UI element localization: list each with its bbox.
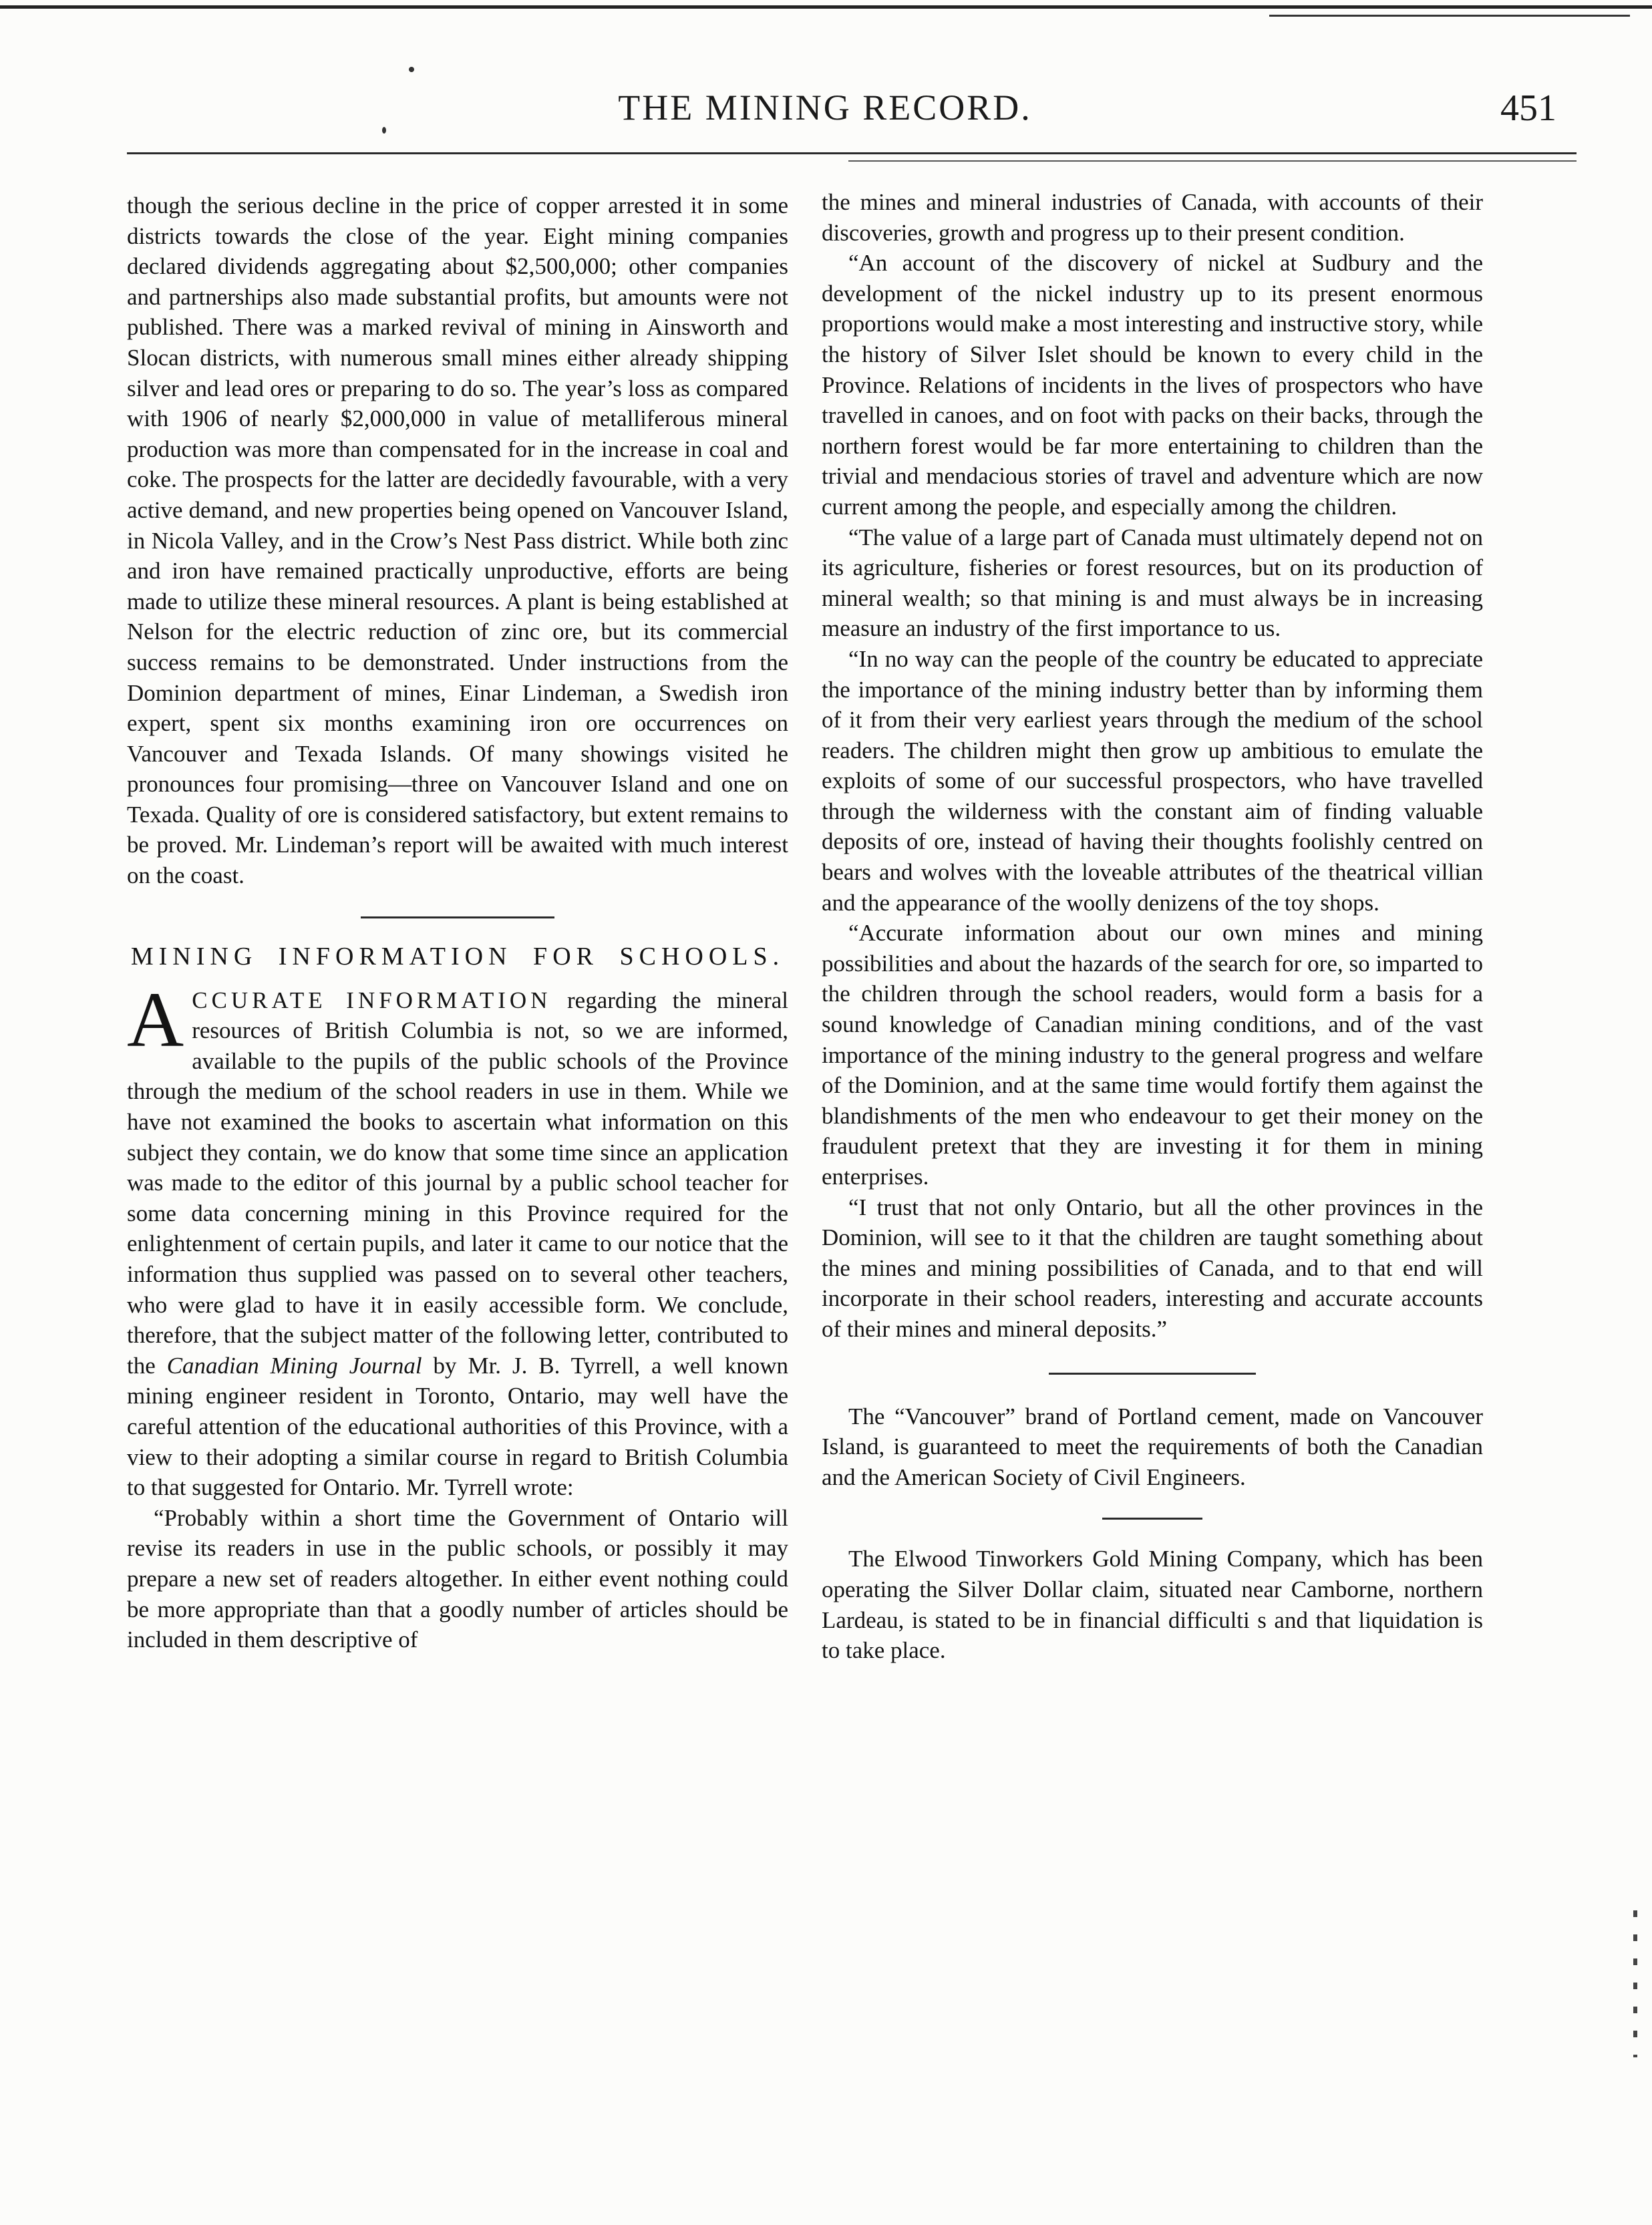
section-divider — [361, 916, 554, 918]
paragraph-intro — [127, 975, 788, 1503]
print-speck — [409, 67, 414, 72]
paragraph-elwood-note: The Elwood Tinworkers Gold Mining Company, which has been operating the Silver Dollar claim, situated near Camborne, northern Lardeau, is stated to be in financial difficulti s and that liquidation is to take place. — [822, 1546, 1483, 1664]
paragraph-value-of-canada: “The value of a large part of Canada must ultimately depend not on its agriculture, fisheries or forest resources, but on its production of mineral wealth; so that mining is and must always be in increasing measure an industry of the first importance to us. — [822, 524, 1483, 642]
page-number: 451 — [1500, 88, 1556, 129]
section-heading: MINING INFORMATION FOR SCHOOLS. — [130, 942, 785, 971]
edge-marks — [1633, 1910, 1637, 2057]
item-divider-short — [1102, 1518, 1202, 1520]
running-title: THE MINING RECORD. — [618, 88, 1032, 128]
paragraph-cement-note: The “Vancouver” brand of Portland cement, made on Vancouver Island, is guaranteed to meet the requirements of both the Canadian and the American Society of Civil Engineers. — [822, 1403, 1483, 1490]
paragraph-closing: “I trust that not only Ontario, but all the other provinces in the Dominion, will see to it that the children are taught something about the mines and mining possibilities of Canada, and to that end will incorporate in their school readers, interesting and accurate accounts of their mines and mineral deposits.” — [822, 1194, 1483, 1342]
paragraph-letter-continued: the mines and mineral industries of Canada, with accounts of their discoveries, growth and progress up to their present condition. — [822, 189, 1483, 246]
drop-cap: A — [127, 975, 184, 1063]
item-divider — [1049, 1373, 1256, 1375]
lead-words: CCURATE INFORMATION — [192, 987, 552, 1013]
header-rule — [127, 152, 1577, 154]
running-header — [80, 87, 1570, 147]
paragraph-education: “In no way can the people of the country be educated to appreciate the importance of the mining industry better than by informing them of it from their very earliest years through the medium of the school readers. The children might then grow up ambitious to emulate the exploits of some of our successful prospectors, who have travelled through the wilderness with the constant aim of finding valuable deposits of ore, instead of having their thoughts foolishly centred on bears and wolves with the loveable attributes of the theatrical villian and the appearance of the woolly denizens of the toy shops. — [822, 645, 1483, 916]
paragraph-mining-review-continued: though the serious decline in the price of copper arrested it in some districts towards the close of the year. Eight mining companies declared dividends aggregating about $2,500,000; other companies and partnerships also made substantial profits, but amounts were not published. There was a marked revival of mining in Ainsworth and Slocan districts, with numerous small mines either already shipping silver and lead ores or preparing to do so. The year’s loss as compared with 1906 of nearly $2,000,000 in value of metalliferous mineral production was more than compensated for in the increase in coal and coke. The prospects for the latter are decidedly favourable, with a very active demand, and new properties being opened on Vancouver Island, in Nicola Valley, and in the Crow’s Nest Pass district. While both zinc and iron have remained practically unproductive, efforts are being made to utilize these mineral resources. A plant is being established at Nelson for the electric reduction of zinc ore, but its commercial success remains to be demonstrated. Under instructions from the Dominion department of mines, Einar Lindeman, a Swedish iron expert, spent six months examining iron ore occurrences on Vancouver and Texada Islands. Of many showings visited he pronounces four promising—three on Vancouver Island and one on Texada. Quality of ore is considered satisfactory, but extent remains to be proved. Mr. Lindeman’s report will be awaited with much interest on the coast. — [127, 192, 788, 889]
paragraph-letter-start: “Probably within a short time the Government of Ontario will revise its readers in use in the public schools, or possibly it may prepare a new set of readers altogether. In either event nothing could be more appropriate than that a goodly number of articles should be included in them descriptive of — [127, 1504, 788, 1653]
top-border-rule — [0, 5, 1652, 9]
top-border-rule-secondary — [1269, 15, 1630, 17]
intro-text-a: regarding the mineral resources of British Columbia is not, so we are informed, available to the pupils of the public schools of the Province through the medium of the school readers in use in them. While we have not examined the books to ascertain what information on this subject they contain, we do know that some time since an application was made to the editor of this journal by a public school teacher for some data concerning mining in this Province required for the enlightenment of certain pupils, and later it came to our notice that the information thus supplied was passed on to several other teachers, who were glad to have it in easily accessible form. We conclude, therefore, that the subject matter of the following letter, contributed to the — [127, 987, 788, 1379]
header-rule-secondary — [848, 160, 1577, 162]
intro-text-b: by Mr. J. B. Tyrrell, a well known mining engineer resident in Toronto, Ontario, may well have the careful attention of the educational authorities of this Province, with a view to their adopting a similar course in regard to British Columbia to that suggested for Ontario. Mr. Tyrrell wrote: — [127, 1352, 788, 1501]
right-column — [822, 187, 1483, 1666]
left-column — [127, 190, 788, 1655]
journal-title: Canadian Mining Journal — [166, 1352, 422, 1379]
paragraph-nickel: “An account of the discovery of nickel at Sudbury and the development of the nickel industry up to its present enormous proportions would make a most interesting and instructive story, while the history of Silver Islet should be known to every child in the Province. Relations of incidents in the lives of prospectors who have travelled in canoes, and on foot with packs on their backs, through the northern forest would be far more entertaining to children than the trivial and mendacious stories of travel and adventure which are now current among the people, and especially among the children. — [822, 250, 1483, 520]
paragraph-accurate-information: “Accurate information about our own mines and mining possibilities and about the hazards of the search for ore, so imparted to the children through the school readers, would form a basis for a sound knowledge of Canadian mining conditions, and of the vast importance of the mining industry to the general progress and welfare of the Dominion, and at the same time would fortify them against the blandishments of the men who endeavour to get their money on the fraudulent pretext that they are investing it for them in mining enterprises. — [822, 920, 1483, 1190]
